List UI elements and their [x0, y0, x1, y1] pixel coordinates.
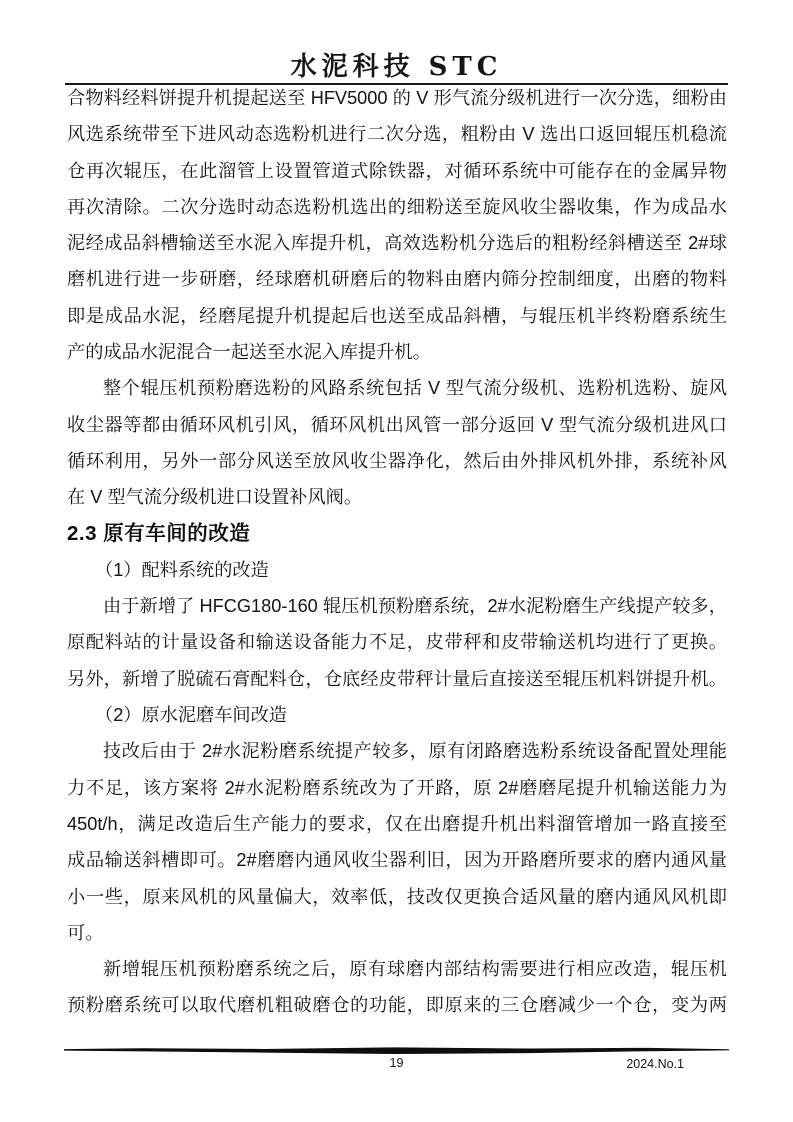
body-line: 小一些，原来风机的风量偏大，效率低，技改仅更换合适风量的磨内通风风机即 [67, 886, 727, 907]
footer-rule [64, 1047, 729, 1054]
journal-title: 水泥科技 STC [290, 52, 503, 82]
body-line: 由于新增了 HFCG180-160 辊压机预粉磨系统，2#水泥粉磨生产线提产较多， [103, 596, 727, 617]
body-text [67, 80, 727, 1024]
body-line: 可。 [67, 922, 104, 943]
list-item-heading: （1）配料系统的改造 [95, 559, 269, 580]
body-line: 原配料站的计量设备和输送设备能力不足，皮带秤和皮带输送机均进行了更换。 [67, 632, 727, 653]
page-number: 19 [389, 1056, 404, 1070]
body-line: 泥经成品斜槽输送至水泥入库提升机，高效选粉机分选后的粗粉经斜槽送至 2#球 [67, 233, 727, 254]
body-line: 再次清除。二次分选时动态选粉机选出的细粉送至旋风收尘器收集，作为成品水 [67, 196, 727, 217]
body-line: 在 V 型气流分级机进口设置补风阀。 [67, 487, 363, 508]
body-line: 循环利用，另外一部分风送至放风收尘器净化，然后由外排风机外排，系统补风 [67, 450, 727, 471]
body-line: 新增辊压机预粉磨系统之后，原有球磨内部结构需要进行相应改造，辊压机 [103, 959, 727, 980]
body-line: 合物料经料饼提升机提起送至 HFV5000 的 V 形气流分级机进行一次分选，细粉由 [67, 88, 727, 108]
body-line: 整个辊压机预粉磨选粉的风路系统包括 V 型气流分级机、选粉机选粉、旋风 [103, 378, 727, 399]
body-line: 收尘器等都由循环风机引风，循环风机出风管一部分返回 V 型气流分级机进风口 [67, 414, 727, 435]
issue-number: 2024.No.1 [626, 1057, 684, 1071]
body-line: 即是成品水泥，经磨尾提升机提起后也送至成品斜槽，与辊压机半终粉磨系统生 [67, 305, 727, 326]
body-line: 另外，新增了脱硫石膏配料仓，仓底经皮带秤计量后直接送至辊压机料饼提升机。 [67, 668, 727, 689]
body-line: 力不足，该方案将 2#水泥粉磨系统改为了开路，原 2#磨磨尾提升机输送能力为 [67, 777, 727, 798]
body-line: 450t/h，满足改造后生产能力的要求，仅在出磨提升机出料溜管增加一路直接至 [67, 813, 727, 834]
body-line: 磨机进行进一步研磨，经球磨机研磨后的物料由磨内筛分控制细度，出磨的物料 [67, 269, 727, 290]
body-line: 预粉磨系统可以取代磨机粗破磨仓的功能，即原来的三仓磨减少一个仓，变为两 [67, 995, 727, 1016]
body-line: 仓再次辊压，在此溜管上设置管道式除铁器，对循环系统中可能存在的金属异物 [67, 160, 727, 181]
body-line: 技改后由于 2#水泥粉磨系统提产较多，原有闭路磨选粉系统设备配置处理能 [103, 741, 727, 762]
list-item-heading: （2）原水泥磨车间改造 [95, 705, 287, 726]
body-line: 产的成品水泥混合一起送至水泥入库提升机。 [67, 342, 431, 363]
section-heading: 2.3 原有车间的改造 [67, 521, 251, 545]
body-line: 成品输送斜槽即可。2#磨磨内通风收尘器利旧，因为开路磨所要求的磨内通风量 [67, 850, 727, 871]
body-line: 风选系统带至下进风动态选粉机进行二次分选，粗粉由 V 选出口返回辊压机稳流 [67, 124, 727, 145]
